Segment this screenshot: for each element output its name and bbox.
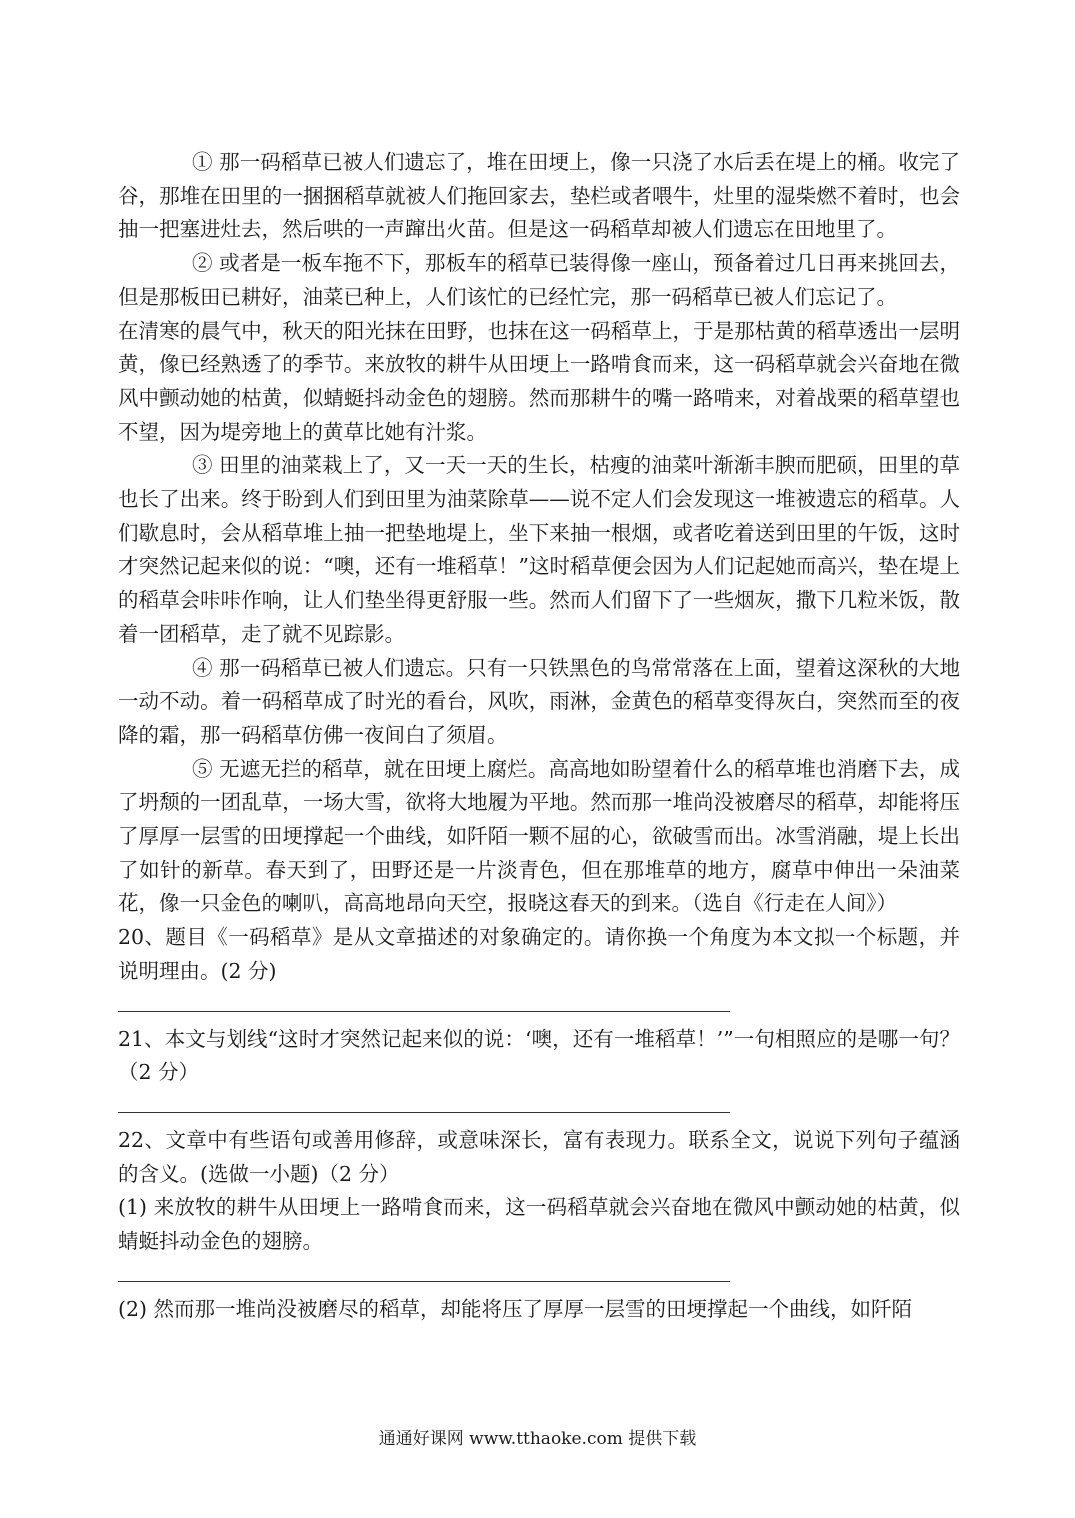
page-footer: 通通好课网 www.tthaoke.com 提供下载 <box>378 1429 697 1449</box>
question-20: 20、题目《一码稻草》是从文章描述的对象确定的。请你换一个角度为本文拟一个标题，并说明理由。(2 分) <box>118 925 960 983</box>
paragraph-1: ① 那一码稻草已被人们遗忘了，堆在田埂上，像一只浇了水后丢在堤上的桶。收完了谷，那堆在田里的一捆捆稻草就被人们拖回家去，垫栏或者喂牛，灶里的湿柴燃不着时，也会抽一把塞进灶去，然后哄的一声蹿出火苗。但是这一码稻草却被人们遗忘在田地里了。 <box>118 150 960 242</box>
paragraph-5: ⑤ 无遮无拦的稻草，就在田埂上腐烂。高高地如盼望着什么的稻草堆也消磨下去，成了坍颓的一团乱草，一场大雪，欲将大地履为平地。然而那一堆尚没被磨尽的稻草，却能将压了厚厚一层雪的田埂撑起一个曲线，如阡陌一颗不屈的心，欲破雪而出。冰雪消融，堤上长出了如针的新草。春天到了，田野还是一片淡青色，但在那堆草的地方，腐草中伸出一朵油菜花，像一只金色的喇叭，高高地昂向天空，报晓这春天的到来。（选自《行走在人间》） <box>118 756 960 916</box>
answer-line-21[interactable] <box>118 1112 730 1114</box>
document-body <box>118 146 960 1327</box>
paragraph-3: ③ 田里的油菜栽上了，又一天一天的生长，枯瘦的油菜叶渐渐丰腴而肥硕，田里的草也长了出来。终于盼到人们到田里为油菜除草——说不定人们会发现这一堆被遗忘的稻草。人们歇息时，会从稻草堆上抽一把垫地堤上，坐下来抽一根烟，或者吃着送到田里的午饭，这时才突然记起来似的说：“噢，还有一堆稻草！”这时稻草便会因为人们记起她而高兴，垫在堤上的稻草会咔咔作响，让人们垫坐得更舒服一些。然而人们留下了一些烟灰，撒下几粒米饭，散着一团稻草，走了就不见踪影。 <box>118 453 960 646</box>
paragraph-4: ④ 那一码稻草已被人们遗忘。只有一只铁黑色的鸟常常落在上面，望着这深秋的大地一动不动。着一码稻草成了时光的看台，风吹，雨淋，金黄色的稻草变得灰白，突然而至的夜降的霜，那一码稻草仿佛一夜间白了须眉。 <box>118 655 960 747</box>
question-21: 21、本文与划线“这时才突然记起来似的说：‘噢，还有一堆稻草！’”一句相照应的是哪一句？（2 分） <box>118 1026 960 1085</box>
question-22-item-1: (1) 来放牧的耕牛从田埂上一路啃食而来，这一码稻草就会兴奋地在微风中颤动她的枯黄，似蜻蜓抖动金色的翅膀。 <box>118 1195 960 1254</box>
paragraph-2-continued: 在清寒的晨气中，秋天的阳光抹在田野，也抹在这一码稻草上，于是那枯黄的稻草透出一层明黄，像已经熟透了的季节。来放牧的耕牛从田埂上一路啃食而来，这一码稻草就会兴奋地在微风中颤动她的枯黄，似蜻蜓抖动金色的翅膀。然而那耕牛的嘴一路啃来，对着战栗的稻草望也不望，因为堤旁地上的黄草比她有汁浆。 <box>118 318 960 444</box>
question-22: 22、文章中有些语句或善用修辞，或意味深长，富有表现力。联系全文，说说下列句子蕴涵的含义。(选做一小题)（2 分） <box>118 1127 960 1186</box>
question-22-item-2: (2) 然而那一堆尚没被磨尽的稻草，却能将压了厚厚一层雪的田埂撑起一个曲线，如阡陌 <box>118 1296 913 1321</box>
paragraph-2: ② 或者是一板车拖不下，那板车的稻草已装得像一座山，预备着过几日再来挑回去，但是那板田已耕好，油菜已种上，人们该忙的已经忙完，那一码稻草已被人们忘记了。 <box>118 251 960 309</box>
answer-line-22-1[interactable] <box>118 1281 730 1283</box>
answer-line-20[interactable] <box>118 1011 730 1013</box>
